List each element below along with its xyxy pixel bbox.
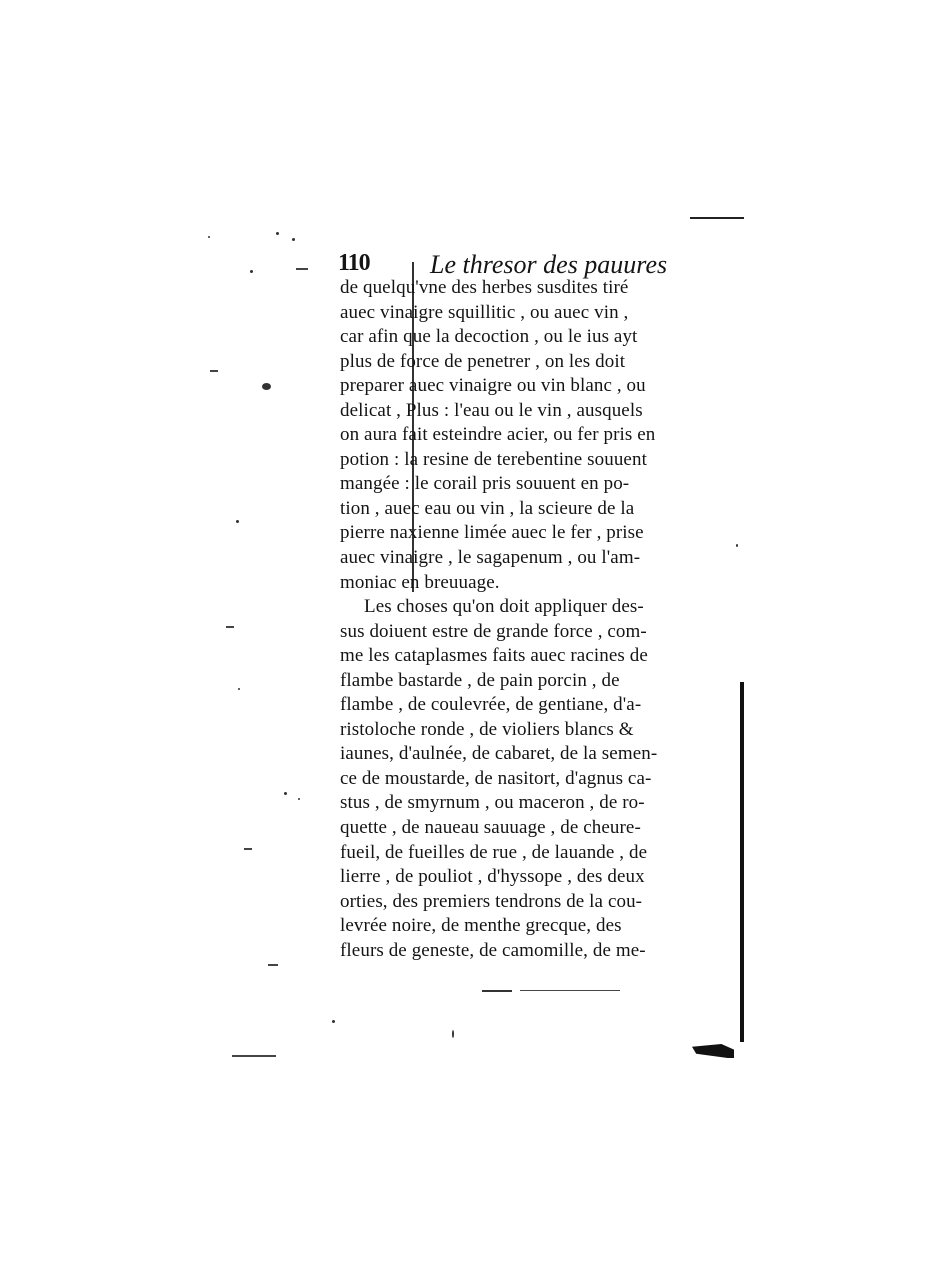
text-line: auec vinaigre squillitic , ou auec vin , <box>340 301 629 323</box>
scan-speck <box>236 520 239 523</box>
scan-dash <box>244 848 252 850</box>
scan-speck <box>250 270 253 273</box>
scan-dash <box>268 964 278 966</box>
text-line: flambe bastarde , de pain porcin , de <box>340 669 620 691</box>
body-text <box>340 276 724 963</box>
text-line: orties, des premiers tendrons de la cou- <box>340 890 643 912</box>
scan-speck <box>276 232 279 235</box>
paragraph-start-line: Les choses qu'on doit appliquer des- <box>364 596 644 618</box>
text-line: me les cataplasmes faits auec racines de <box>340 645 648 667</box>
text-line: tion , auec eau ou vin , la scieure de la <box>340 497 635 519</box>
running-title: Le thresor des pauures <box>430 250 668 279</box>
text-line: car afin que la decoction , ou le ius ayt <box>340 326 638 348</box>
text-line: fueil, de fueilles de rue , de lauande , de <box>340 841 648 863</box>
text-line: ristoloche ronde , de violiers blancs & <box>340 718 634 740</box>
scan-speck <box>298 798 300 800</box>
text-line: moniac en breuuage. <box>340 571 500 593</box>
page-edge-shadow <box>740 682 744 1042</box>
ink-blot <box>692 1044 734 1058</box>
scan-speck <box>284 792 287 795</box>
scan-speck <box>238 688 240 690</box>
scan-dash <box>520 990 620 991</box>
top-rule <box>690 217 744 219</box>
text-line: lierre , de pouliot , d'hyssope , des deux <box>340 866 645 888</box>
scan-dash <box>232 1055 276 1057</box>
text-line: auec vinaigre , le sagapenum , ou l'am- <box>340 547 641 569</box>
text-line: preparer auec vinaigre ou vin blanc , ou <box>340 375 646 397</box>
text-line: quette , de naueau sauuage , de cheure- <box>340 817 641 839</box>
text-line: levrée noire, de menthe grecque, des <box>340 915 622 937</box>
text-line: ce de moustarde, de nasitort, d'agnus ca- <box>340 767 652 789</box>
scan-speck <box>262 383 271 390</box>
scan-speck <box>332 1020 335 1023</box>
scan-dash <box>296 268 308 270</box>
text-line: plus de force de penetrer , on les doit <box>340 350 626 372</box>
text-line: delicat , Plus : l'eau ou le vin , ausquels <box>340 399 643 421</box>
text-line: fleurs de geneste, de camomille, de me- <box>340 939 646 961</box>
text-line: iaunes, d'aulnée, de cabaret, de la semen- <box>340 743 658 765</box>
text-line: flambe , de coulevrée, de gentiane, d'a- <box>340 694 642 716</box>
scan-speck <box>292 238 295 241</box>
scan-dash <box>210 370 218 372</box>
text-line: potion : la resine de terebentine souuent <box>340 448 647 470</box>
text-line: sus doiuent estre de grande force , com- <box>340 620 647 642</box>
page-number: 110 <box>338 250 370 276</box>
text-line: mangée : le corail pris souuent en po- <box>340 473 630 495</box>
scan-speck <box>452 1030 454 1038</box>
bottom-rule <box>482 990 512 992</box>
scan-dash <box>226 626 234 628</box>
scan-speck <box>208 236 210 238</box>
text-line: pierre naxienne limée auec le fer , prise <box>340 522 644 544</box>
text-line: on aura fait esteindre acier, ou fer pris en <box>340 424 656 446</box>
scan-speck <box>736 544 738 547</box>
text-line: de quelqu'vne des herbes susdites tiré <box>340 277 629 298</box>
text-line: stus , de smyrnum , ou maceron , de ro- <box>340 792 645 814</box>
